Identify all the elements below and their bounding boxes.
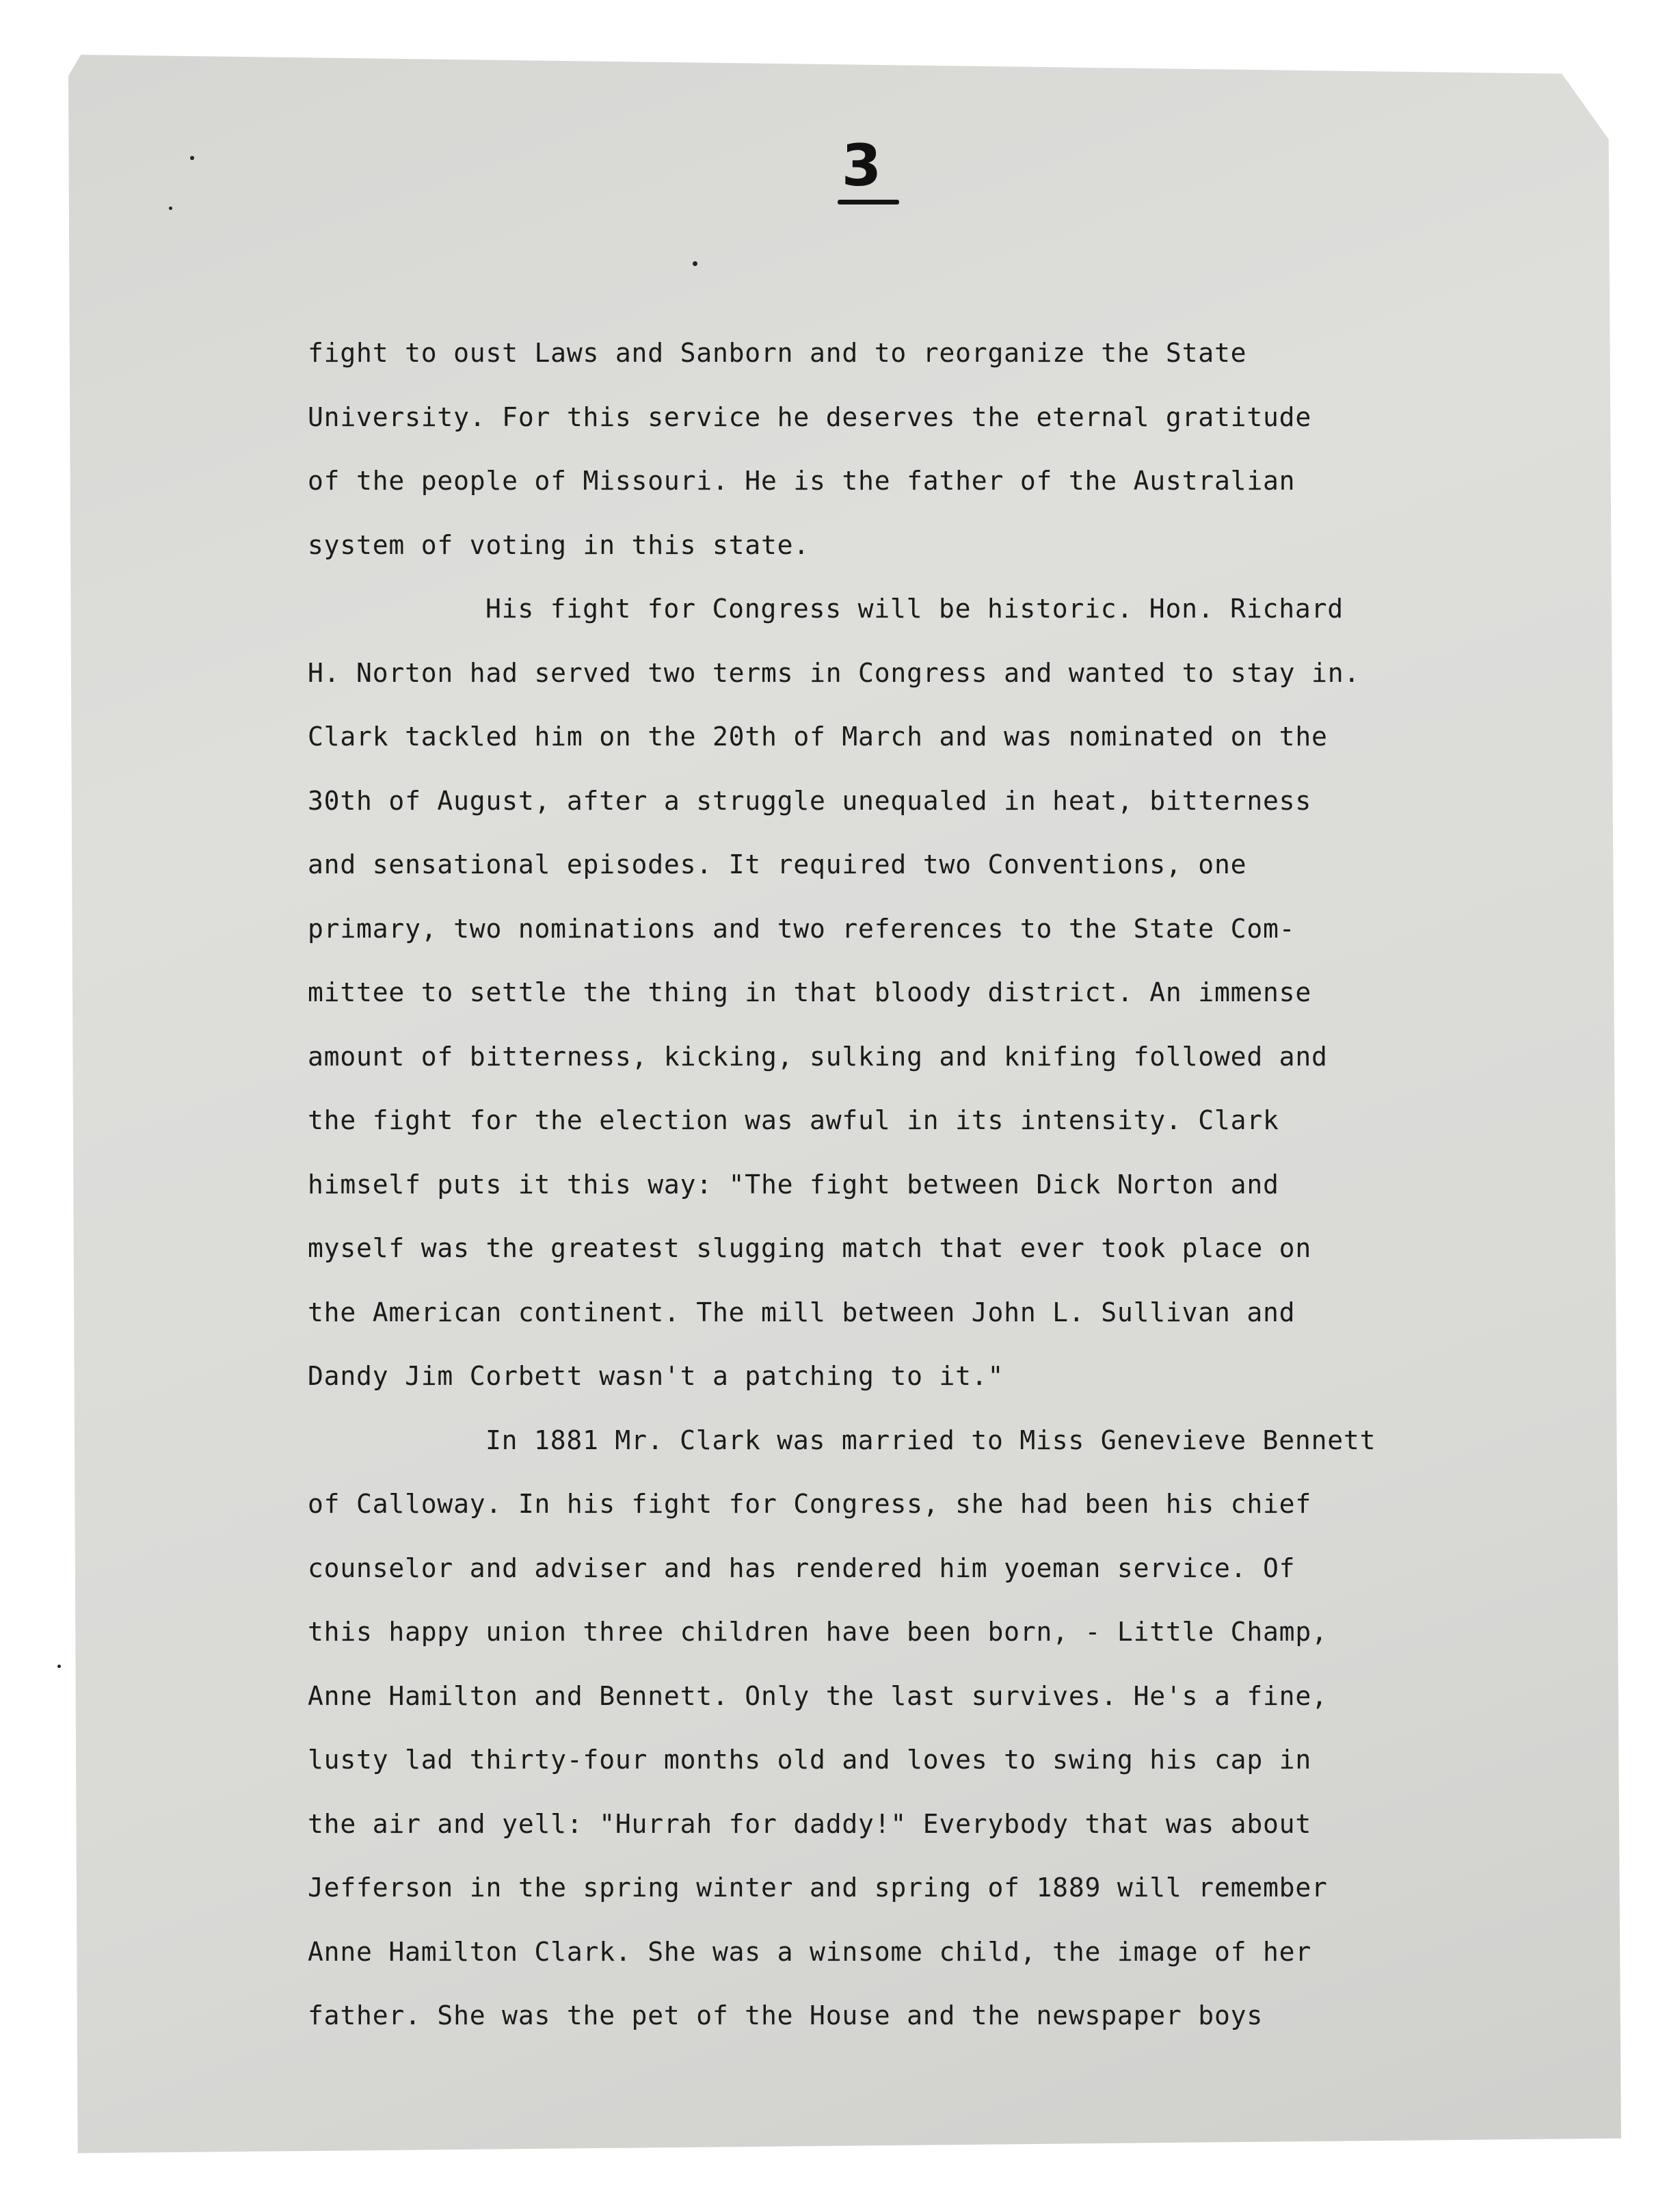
text-line: myself was the greatest slugging match that ever took place on — [308, 1233, 1312, 1263]
typed-text-body — [308, 321, 1525, 2048]
text-line: counselor and adviser and has rendered him yoeman service. Of — [308, 1552, 1296, 1583]
text-line: University. For this service he deserves the eternal gratitude — [308, 401, 1312, 432]
text-line: 30th of August, after a struggle unequaled in heat, bitterness — [308, 785, 1312, 816]
text-line: Anne Hamilton and Bennett. Only the last survives. He's a fine, — [308, 1680, 1328, 1711]
ink-speck — [190, 156, 194, 160]
text-line: fight to oust Laws and Sanborn and to reorganize the State — [308, 338, 1247, 368]
text-line: primary, two nominations and two references to the State Com- — [308, 913, 1296, 944]
text-line: and sensational episodes. It required two Conventions, one — [308, 849, 1247, 879]
ink-speck — [57, 1665, 61, 1668]
text-line: the air and yell: "Hurrah for daddy!" Everybody that was about — [308, 1808, 1312, 1839]
paragraph-start-line: His fight for Congress will be historic. Hon. Richard — [485, 594, 1344, 624]
paragraph-start-line: In 1881 Mr. Clark was married to Miss Genevieve Bennett — [485, 1425, 1376, 1455]
text-line: system of voting in this state. — [308, 529, 810, 560]
text-line: amount of bitterness, kicking, sulking and knifing followed and — [308, 1041, 1328, 1072]
text-line: Clark tackled him on the 20th of March and was nominated on the — [308, 722, 1328, 752]
text-line: Dandy Jim Corbett wasn't a patching to it." — [308, 1361, 1004, 1391]
text-line: of the people of Missouri. He is the father of the Australian — [308, 466, 1296, 496]
page-number: 3 — [841, 132, 882, 199]
text-line: the American continent. The mill between John L. Sullivan and — [308, 1297, 1296, 1327]
text-line: Anne Hamilton Clark. She was a winsome child, the image of her — [308, 1936, 1312, 1967]
page-number-underline — [838, 200, 899, 204]
ink-speck — [693, 261, 697, 266]
text-line: father. She was the pet of the House and the newspaper boys — [308, 2000, 1263, 2030]
text-line: lusty lad thirty-four months old and loves to swing his cap in — [308, 1745, 1312, 1775]
text-line: Jefferson in the spring winter and spring of 1889 will remember — [308, 1873, 1328, 1903]
text-line: the fight for the election was awful in its intensity. Clark — [308, 1105, 1279, 1135]
text-line: this happy union three children have been born, - Little Champ, — [308, 1617, 1328, 1647]
text-line: himself puts it this way: "The fight between Dick Norton and — [308, 1169, 1279, 1200]
text-line: of Calloway. In his fight for Congress, she had been his chief — [308, 1489, 1312, 1519]
text-line: H. Norton had served two terms in Congress and wanted to stay in. — [308, 657, 1361, 688]
text-line: mittee to settle the thing in that bloody district. An immense — [308, 977, 1312, 1007]
ink-speck — [169, 207, 172, 210]
